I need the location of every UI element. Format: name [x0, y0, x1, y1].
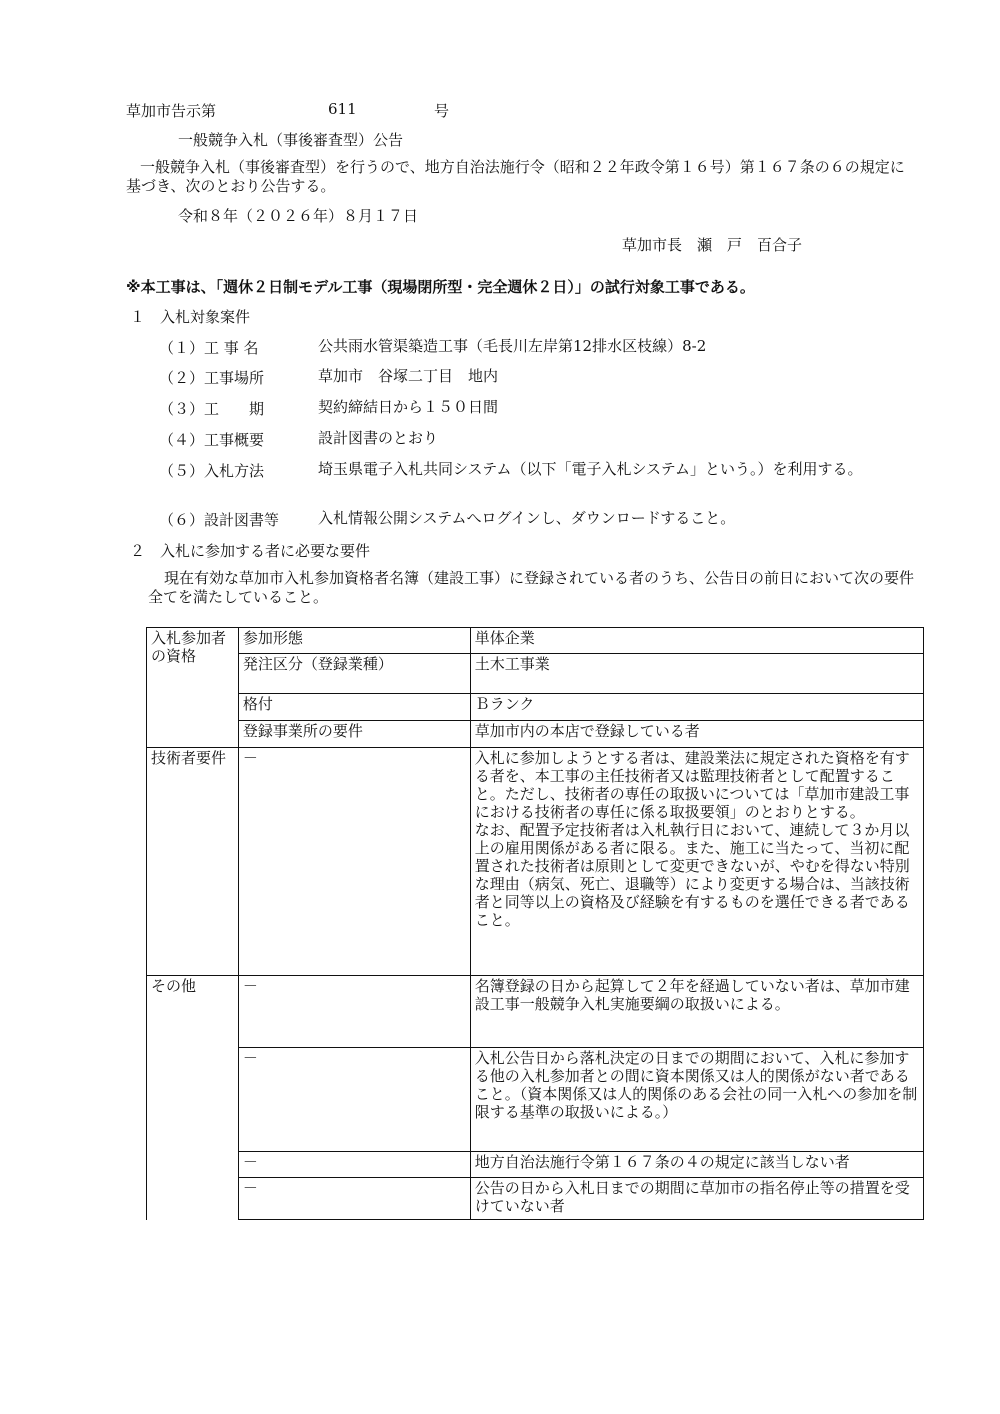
intro-paragraph: 一般競争入札（事後審査型）を行うので、地方自治法施行令（昭和２２年政令第１６号）第１６７条の６の規定に基づき、次のとおり公告する。: [126, 158, 905, 195]
requirements-table: [146, 627, 924, 1220]
engineer-requirement-1: 入札に参加しようとする者は、建設業法に規定された資格を有する者を、本工事の主任技術者又は監理技術者として配置すること。ただし、技術者の専任の取扱いについては「草加市建設工事における技術者の専任に係る取扱要領」のとおりとする。: [474, 749, 910, 821]
item-value: 設計図書のとおり: [318, 429, 439, 447]
notice-number: 611: [328, 100, 357, 118]
table-cell-value: 草加市内の本店で登録している者: [470, 721, 923, 748]
table-row: [147, 721, 924, 748]
table-cell-value: 土木工事業: [470, 654, 923, 694]
document-title: 一般競争入札（事後審査型）公告: [178, 131, 404, 149]
item-label: （２）工事場所: [159, 369, 265, 387]
item-label: （４）工事概要: [159, 431, 265, 449]
item-label: （５）入札方法: [159, 462, 265, 480]
notice-date: 令和８年（２０２６年）８月１７日: [178, 207, 419, 225]
table-cell-value: [470, 748, 923, 976]
table-cell-value: 単体企業: [470, 628, 923, 654]
table-cell-key: 発注区分（登録業種）: [238, 654, 470, 694]
section1-heading: １ 入札対象案件: [130, 308, 251, 326]
item-value: 草加市 谷塚二丁目 地内: [318, 367, 499, 385]
table-cell-value: 名簿登録の日から起算して２年を経過していない者は、草加市建設工事一般競争入札実施要綱の取扱いによる。: [470, 976, 923, 1048]
engineer-label: 技術者要件: [147, 748, 239, 976]
issuer: 草加市長 瀬 戸 百合子: [622, 236, 803, 254]
table-cell-key: －: [238, 1048, 470, 1152]
table-row: [147, 1152, 924, 1178]
qualification-label: 入札参加者の資格: [147, 628, 239, 748]
table-cell-key: －: [238, 976, 470, 1048]
table-cell-value: 地方自治法施行令第１６７条の４の規定に該当しない者: [470, 1152, 923, 1178]
table-cell-key: －: [238, 1152, 470, 1178]
table-cell-key: 参加形態: [238, 628, 470, 654]
table-row: [147, 628, 924, 654]
item-value: 契約締結日から１５０日間: [318, 398, 499, 416]
table-cell-key: －: [238, 748, 470, 976]
other-label: その他: [147, 976, 239, 1220]
table-cell-key: 格付: [238, 694, 470, 721]
table-cell-key: 登録事業所の要件: [238, 721, 470, 748]
table-cell-value: 入札公告日から落札決定の日までの期間において、入札に参加する他の入札参加者との間に資本関係又は人的関係がない者であること。（資本関係又は人的関係のある会社の同一入札への参加を制限する基準の取扱いによる。）: [470, 1048, 923, 1152]
item-value: 埼玉県電子入札共同システム（以下「電子入札システム」という。）を利用する。: [318, 460, 863, 478]
notice-prefix: 草加市告示第: [126, 102, 217, 120]
table-cell-value: 公告の日から入札日までの期間に草加市の指名停止等の措置を受けていない者: [470, 1178, 923, 1220]
table-row: [147, 1178, 924, 1220]
table-row: [147, 1048, 924, 1152]
section2-intro: 現在有効な草加市入札参加資格者名簿（建設工事）に登録されている者のうち、公告日の前日において次の要件全てを満たしていること。: [148, 569, 915, 606]
model-work-notice: ※本工事は、「週休２日制モデル工事（現場閉所型・完全週休２日）」の試行対象工事である。: [126, 278, 755, 296]
item-label: （６）設計図書等: [159, 511, 280, 529]
section2-heading: ２ 入札に参加する者に必要な要件: [130, 542, 371, 560]
item-value: 公共雨水管渠築造工事（毛長川左岸第12排水区枝線）8-2: [318, 337, 707, 355]
item-value: 入札情報公開システムへログインし、ダウンロードすること。: [318, 509, 736, 527]
table-row: [147, 748, 924, 976]
engineer-requirement-2: なお、配置予定技術者は入札執行日において、連続して３か月以上の雇用関係がある者に限る。また、施工に当たって、当初に配置された技術者は原則として変更できないが、やむを得ない特別な理由（病気、死亡、退職等）により変更する場合は、当該技術者と同等以上の資格及び経験を有するものを選任できる者であること。: [474, 821, 910, 929]
item-label: （３）工 期: [159, 400, 265, 418]
item-label: （１）工 事 名: [159, 339, 259, 357]
table-cell-key: －: [238, 1178, 470, 1220]
table-row: [147, 976, 924, 1048]
notice-suffix: 号: [434, 102, 450, 120]
table-cell-value: Ｂランク: [470, 694, 923, 721]
table-row: [147, 654, 924, 694]
table-row: [147, 694, 924, 721]
